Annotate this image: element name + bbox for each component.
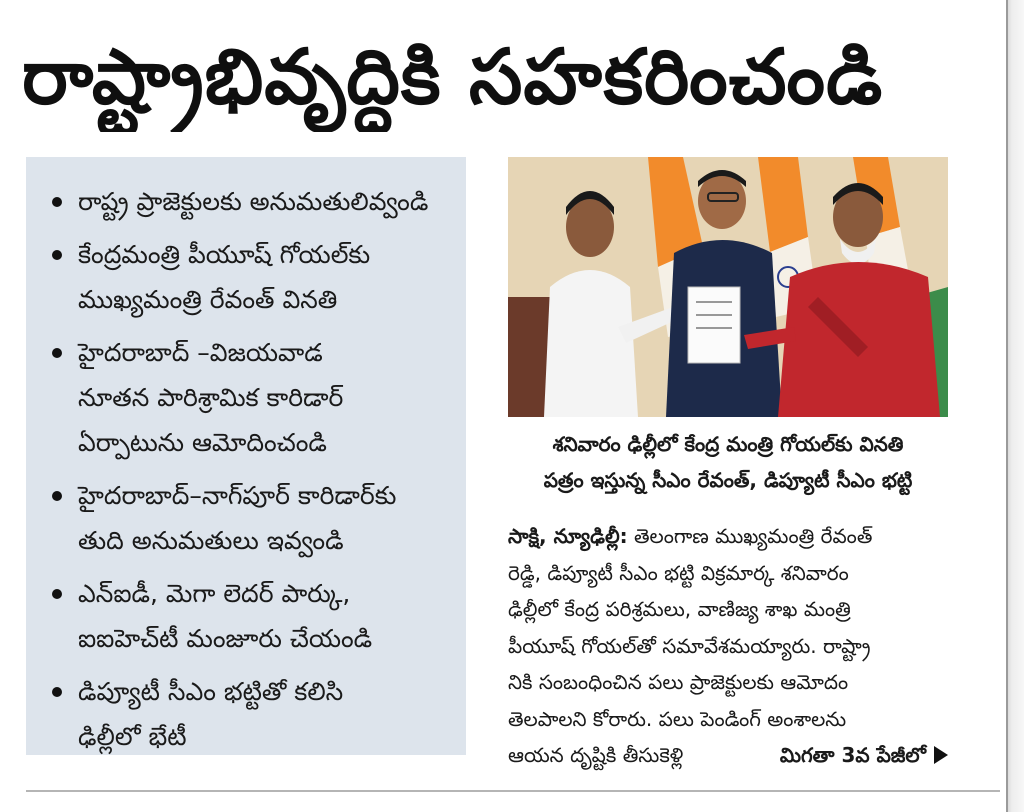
- bullet-line: డిప్యూటీ సీఎం భట్టితో కలిసి: [78, 677, 344, 706]
- article-line: తెలంగాణ ముఖ్యమంత్రి రేవంత్: [634, 524, 873, 548]
- article-line: నికి సంబంధించిన పలు ప్రాజెక్టులకు ఆమోదం: [508, 670, 849, 694]
- bullet-item: [52, 473, 456, 563]
- bullet-line: ఏర్పాటును ఆమోదించండి: [78, 428, 327, 457]
- highlights-box: [26, 157, 466, 755]
- headline: రాష్ట్రాభివృద్ధికి సహకరించండి: [22, 32, 884, 121]
- bullet-line: తుది అనుమతులు ఇవ్వండి: [78, 526, 344, 555]
- bullet-line: ఐఐహెచ్‌టీ మంజూరు చేయండి: [78, 624, 373, 653]
- bullet-dot-icon: [52, 250, 62, 260]
- article-line: తెలపాలని కోరారు. పలు పెండింగ్ అంశాలను: [508, 706, 847, 731]
- news-photo: [508, 157, 948, 417]
- continued-link[interactable]: [780, 737, 948, 774]
- bullet-line: హైదరాబాద్ –విజయవాడ: [78, 338, 323, 367]
- article-dateline: సాక్షి, న్యూఢిల్లీ:: [508, 524, 628, 548]
- bottom-divider: [26, 790, 1000, 792]
- bullet-line: నూతన పారిశ్రామిక కారిడార్: [78, 383, 344, 412]
- caption-line: పత్రం ఇస్తున్న సీఎం రేవంత్, డిప్యూటీ సీఎం భట్టి: [543, 468, 913, 492]
- bullet-dot-icon: [52, 491, 62, 501]
- article-line: రెడ్డి, డిప్యూటీ సీఎం భట్టి విక్రమార్క శనివారం: [508, 560, 849, 585]
- bullet-line: ఎన్‌ఐడీ, మెగా లెదర్ పార్కు,: [78, 579, 351, 608]
- article-line: ఢిల్లీలో కేంద్ర పరిశ్రమలు, వాణిజ్య శాఖ మంత్రి: [508, 597, 851, 621]
- page-edge-rule: [1006, 0, 1024, 812]
- bullet-item: [52, 232, 456, 322]
- bullet-line: కేంద్రమంత్రి పీయూష్ గోయల్‌కు: [78, 240, 371, 269]
- bullet-item: [52, 179, 456, 224]
- play-arrow-icon: [934, 746, 948, 764]
- photo-caption: [508, 426, 948, 498]
- bullet-item: [52, 330, 456, 465]
- bullet-line: ఢిల్లీలో భేటీ: [78, 722, 187, 751]
- bullet-line: హైదరాబాద్–నాగ్‌పూర్ కారిడార్‌కు: [78, 481, 397, 510]
- meeting-photo-illustration: [508, 157, 948, 417]
- bullet-dot-icon: [52, 197, 62, 207]
- bullet-dot-icon: [52, 589, 62, 599]
- article-line: ఆయన దృష్టికి తీసుకెళ్లి: [508, 743, 684, 767]
- bullet-dot-icon: [52, 348, 62, 358]
- bullet-dot-icon: [52, 687, 62, 697]
- bullet-item: [52, 669, 456, 759]
- bullet-line: ముఖ్యమంత్రి రేవంత్ వినతి: [78, 285, 338, 314]
- article-line: పీయూష్ గోయల్‌తో సమావేశమయ్యారు. రాష్ట్రా: [508, 633, 871, 658]
- bullet-line: రాష్ట్ర ప్రాజెక్టులకు అనుమతులివ్వండి: [78, 187, 429, 216]
- article-body: [508, 518, 948, 774]
- bullet-item: [52, 571, 456, 661]
- caption-line: శనివారం ఢిల్లీలో కేంద్ర మంత్రి గోయల్‌కు వినతి: [552, 432, 904, 456]
- continued-label: మిగతా 3వ పేజీలో: [779, 743, 926, 767]
